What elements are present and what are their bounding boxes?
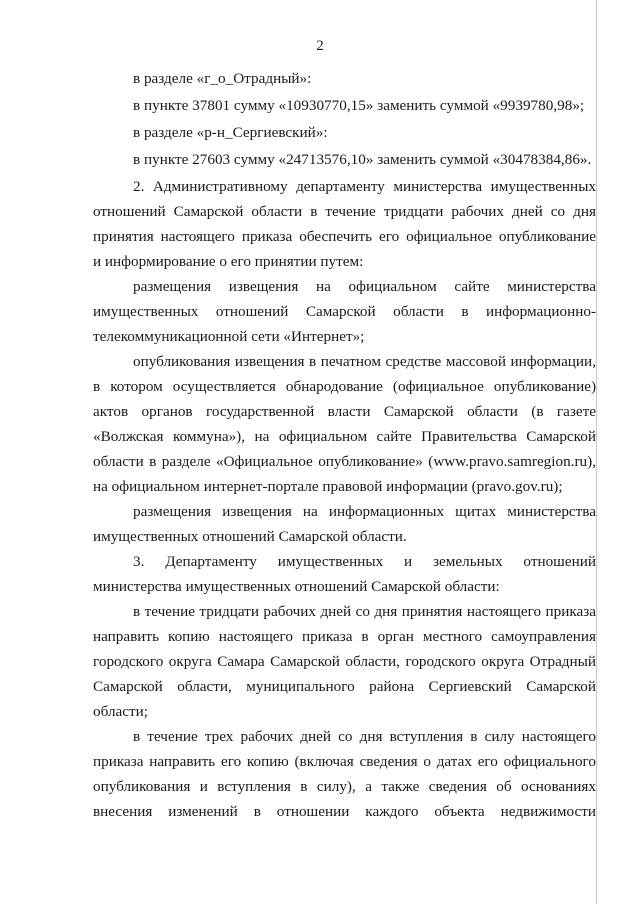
text-line: в пункте 27603 сумму «24713576,10» заменить суммой «30478384,86». — [133, 151, 592, 168]
text-line: в течение тридцати рабочих дней со дня принятия настоящего приказа — [133, 603, 596, 620]
text-line: в пункте 37801 сумму «10930770,15» заменить суммой «9939780,98»; — [133, 97, 585, 114]
text-line: на официальном интернет-портале правовой информации (pravo.gov.ru); — [93, 478, 563, 495]
paragraph-2-line: отношений Самарской области в течение тридцати рабочих дней со дня — [93, 203, 596, 220]
paragraph-3-line: 3. Департаменту имущественных и земельных отношений — [133, 553, 596, 570]
text-line: области в разделе «Официальное опубликование» (www.pravo.samregion.ru), — [93, 453, 596, 470]
text-line: размещения извещения на официальном сайте министерства — [133, 278, 596, 295]
page-edge-line — [596, 0, 597, 904]
text-line: имущественных отношений Самарской области. — [93, 528, 407, 545]
text-line: внесения изменений в отношении каждого объекта недвижимости — [93, 803, 596, 820]
text-line: в течение трех рабочих дней со дня вступления в силу настоящего — [133, 728, 596, 745]
text-line: приказа направить его копию (включая сведения о датах его официального — [93, 753, 596, 770]
text-line: актов органов государственной власти Самарской области (в газете — [93, 403, 596, 420]
text-line: в разделе «г_о_Отрадный»: — [133, 70, 312, 87]
text-line: в разделе «р-н_Сергиевский»: — [133, 124, 328, 141]
paragraph-2-line: и информирование о его принятии путем: — [93, 253, 364, 270]
paragraph-2-line: принятия настоящего приказа обеспечить его официальное опубликование — [93, 228, 596, 245]
text-line: городского округа Самара Самарской области, городского округа Отрадный — [93, 653, 596, 670]
page-number: 2 — [316, 38, 324, 54]
text-line: телекоммуникационной сети «Интернет»; — [93, 328, 365, 345]
text-line: размещения извещения на информационных щитах министерства — [133, 503, 596, 520]
text-line: опубликования и вступления в силу), а также сведения об основаниях — [93, 778, 596, 795]
text-line: в котором осуществляется обнародование (официальное опубликование) — [93, 378, 596, 395]
text-line: Самарской области, муниципального района Сергиевский Самарской — [93, 678, 596, 695]
text-line: области; — [93, 703, 148, 720]
text-line: опубликования извещения в печатном средстве массовой информации, — [133, 353, 596, 370]
text-line: имущественных отношений Самарской области в информационно- — [93, 303, 596, 320]
paragraph-3-line: министерства имущественных отношений Самарской области: — [93, 578, 500, 595]
text-line: «Волжская коммуна»), на официальном сайте Правительства Самарской — [93, 428, 596, 445]
text-line: направить копию настоящего приказа в орган местного самоуправления — [93, 628, 596, 645]
paragraph-2-line: 2. Административному департаменту министерства имущественных — [133, 178, 596, 195]
